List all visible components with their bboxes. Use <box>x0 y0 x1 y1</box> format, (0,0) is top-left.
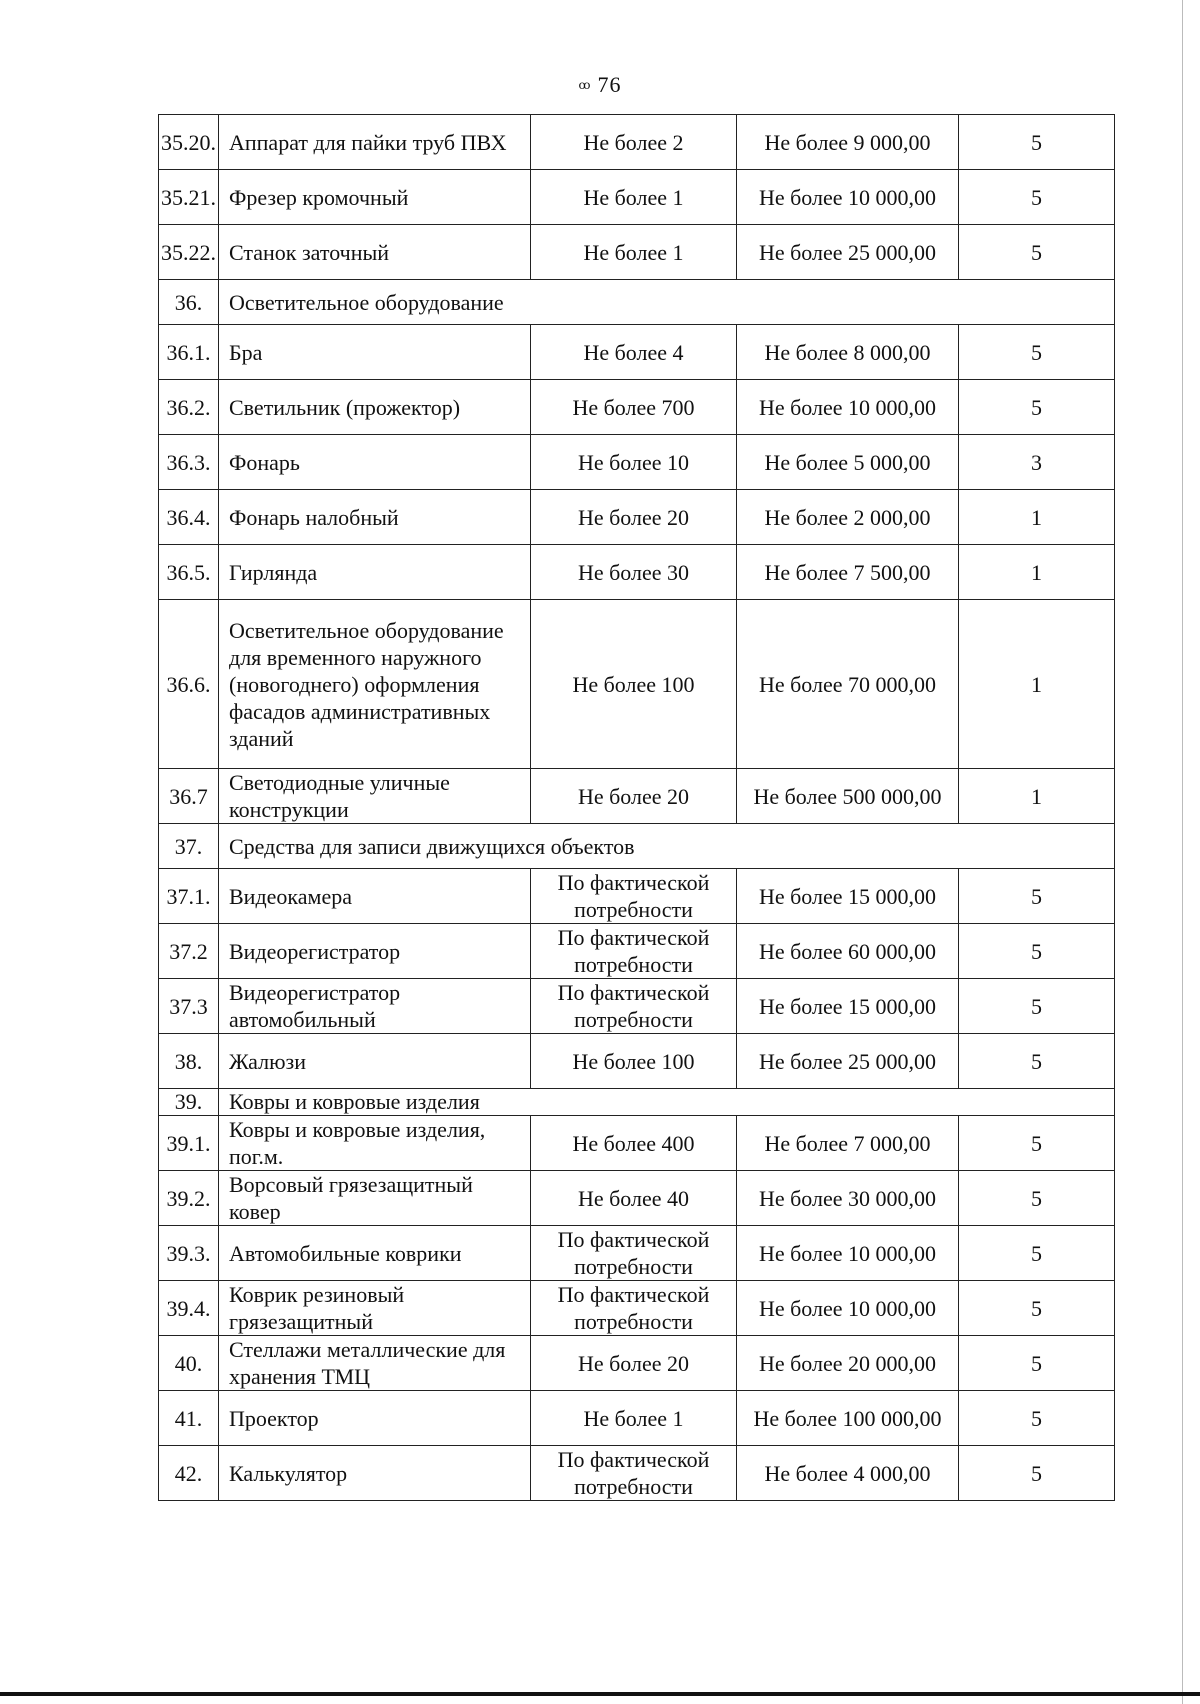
item-quantity: Не более 20 <box>531 1336 737 1391</box>
item-price: Не более 25 000,00 <box>737 1034 959 1089</box>
section-row <box>159 824 1115 869</box>
row-number: 36.6. <box>159 600 219 769</box>
table-row <box>159 869 1115 924</box>
item-name: Бра <box>219 325 531 380</box>
item-name: Видеорегистратор <box>219 924 531 979</box>
row-number: 36. <box>159 280 219 325</box>
item-name: Видеокамера <box>219 869 531 924</box>
section-title: Средства для записи движущихся объектов <box>219 824 1115 869</box>
item-quantity: Не более 30 <box>531 545 737 600</box>
item-quantity: Не более 10 <box>531 435 737 490</box>
item-price: Не более 7 500,00 <box>737 545 959 600</box>
table-row <box>159 545 1115 600</box>
row-number: 36.3. <box>159 435 219 490</box>
item-service-life: 5 <box>959 115 1115 170</box>
scan-bottom-line <box>0 1692 1200 1696</box>
item-name: Ковры и ковровые изделия, пог.м. <box>219 1116 531 1171</box>
item-quantity: По фактической потребности <box>531 979 737 1034</box>
item-price: Не более 15 000,00 <box>737 869 959 924</box>
norms-table-container <box>158 114 1114 1501</box>
table-row <box>159 1034 1115 1089</box>
row-number: 38. <box>159 1034 219 1089</box>
item-service-life: 1 <box>959 545 1115 600</box>
item-quantity: Не более 400 <box>531 1116 737 1171</box>
item-price: Не более 60 000,00 <box>737 924 959 979</box>
item-quantity: Не более 4 <box>531 325 737 380</box>
row-number: 39.3. <box>159 1226 219 1281</box>
row-number: 36.4. <box>159 490 219 545</box>
item-quantity: Не более 100 <box>531 1034 737 1089</box>
item-service-life: 5 <box>959 1116 1115 1171</box>
section-row <box>159 280 1115 325</box>
section-title: Осветительное оборудование <box>219 280 1115 325</box>
item-service-life: 5 <box>959 170 1115 225</box>
item-price: Не более 10 000,00 <box>737 380 959 435</box>
item-quantity: Не более 40 <box>531 1171 737 1226</box>
section-title: Ковры и ковровые изделия <box>219 1089 1115 1116</box>
row-number: 41. <box>159 1391 219 1446</box>
item-price: Не более 500 000,00 <box>737 769 959 824</box>
item-price: Не более 30 000,00 <box>737 1171 959 1226</box>
row-number: 36.7 <box>159 769 219 824</box>
row-number: 40. <box>159 1336 219 1391</box>
row-number: 35.22. <box>159 225 219 280</box>
row-number: 39. <box>159 1089 219 1116</box>
table-row <box>159 1336 1115 1391</box>
item-name: Стеллажи металлические для хранения ТМЦ <box>219 1336 531 1391</box>
item-service-life: 3 <box>959 435 1115 490</box>
scan-edge-line <box>1182 0 1183 1704</box>
item-service-life: 5 <box>959 1226 1115 1281</box>
row-number: 36.1. <box>159 325 219 380</box>
item-quantity: Не более 1 <box>531 225 737 280</box>
row-number: 36.5. <box>159 545 219 600</box>
item-name: Жалюзи <box>219 1034 531 1089</box>
row-number: 35.20. <box>159 115 219 170</box>
row-number: 37.2 <box>159 924 219 979</box>
item-price: Не более 5 000,00 <box>737 435 959 490</box>
row-number: 37.1. <box>159 869 219 924</box>
item-price: Не более 2 000,00 <box>737 490 959 545</box>
item-quantity: Не более 1 <box>531 170 737 225</box>
item-price: Не более 8 000,00 <box>737 325 959 380</box>
item-name: Осветительное оборудование для временного наружного (новогоднего) оформления фасадов административных зданий <box>219 600 531 769</box>
table-row <box>159 1226 1115 1281</box>
item-quantity: Не более 2 <box>531 115 737 170</box>
table-row <box>159 490 1115 545</box>
item-name: Видеорегистратор автомобильный <box>219 979 531 1034</box>
item-price: Не более 10 000,00 <box>737 1226 959 1281</box>
item-price: Не более 15 000,00 <box>737 979 959 1034</box>
item-service-life: 5 <box>959 1336 1115 1391</box>
table-row <box>159 1171 1115 1226</box>
table-row <box>159 1446 1115 1501</box>
item-price: Не более 25 000,00 <box>737 225 959 280</box>
item-quantity: Не более 20 <box>531 490 737 545</box>
norms-table <box>158 114 1115 1501</box>
table-row <box>159 769 1115 824</box>
item-price: Не более 70 000,00 <box>737 600 959 769</box>
table-row <box>159 1116 1115 1171</box>
row-number: 36.2. <box>159 380 219 435</box>
table-row <box>159 435 1115 490</box>
table-row <box>159 979 1115 1034</box>
item-service-life: 5 <box>959 1034 1115 1089</box>
row-number: 39.1. <box>159 1116 219 1171</box>
page-mark: ꝏ <box>578 78 592 92</box>
item-price: Не более 7 000,00 <box>737 1116 959 1171</box>
item-quantity: По фактической потребности <box>531 1446 737 1501</box>
item-name: Фрезер кромочный <box>219 170 531 225</box>
item-quantity: По фактической потребности <box>531 924 737 979</box>
page-number <box>0 72 1200 98</box>
item-service-life: 1 <box>959 490 1115 545</box>
row-number: 37. <box>159 824 219 869</box>
item-service-life: 5 <box>959 1391 1115 1446</box>
item-quantity: По фактической потребности <box>531 1226 737 1281</box>
item-price: Не более 9 000,00 <box>737 115 959 170</box>
item-quantity: Не более 20 <box>531 769 737 824</box>
item-quantity: Не более 1 <box>531 1391 737 1446</box>
item-service-life: 5 <box>959 869 1115 924</box>
table-row <box>159 170 1115 225</box>
item-quantity: Не более 700 <box>531 380 737 435</box>
item-name: Светодиодные уличные конструкции <box>219 769 531 824</box>
section-row <box>159 1089 1115 1116</box>
item-price: Не более 4 000,00 <box>737 1446 959 1501</box>
item-name: Ворсовый грязезащитный ковер <box>219 1171 531 1226</box>
item-service-life: 5 <box>959 380 1115 435</box>
item-name: Калькулятор <box>219 1446 531 1501</box>
item-service-life: 5 <box>959 1281 1115 1336</box>
row-number: 37.3 <box>159 979 219 1034</box>
item-service-life: 1 <box>959 769 1115 824</box>
table-row <box>159 1391 1115 1446</box>
row-number: 42. <box>159 1446 219 1501</box>
row-number: 39.4. <box>159 1281 219 1336</box>
item-service-life: 5 <box>959 325 1115 380</box>
row-number: 39.2. <box>159 1171 219 1226</box>
item-service-life: 5 <box>959 225 1115 280</box>
norms-table-body <box>159 115 1115 1501</box>
item-name: Автомобильные коврики <box>219 1226 531 1281</box>
item-service-life: 5 <box>959 1171 1115 1226</box>
item-name: Гирлянда <box>219 545 531 600</box>
row-number: 35.21. <box>159 170 219 225</box>
item-service-life: 1 <box>959 600 1115 769</box>
item-name: Фонарь <box>219 435 531 490</box>
item-name: Светильник (прожектор) <box>219 380 531 435</box>
item-quantity: По фактической потребности <box>531 869 737 924</box>
item-price: Не более 10 000,00 <box>737 170 959 225</box>
item-service-life: 5 <box>959 924 1115 979</box>
item-quantity: Не более 100 <box>531 600 737 769</box>
table-row <box>159 115 1115 170</box>
table-row <box>159 1281 1115 1336</box>
item-price: Не более 100 000,00 <box>737 1391 959 1446</box>
table-row <box>159 225 1115 280</box>
item-name: Проектор <box>219 1391 531 1446</box>
item-name: Коврик резиновый грязезащитный <box>219 1281 531 1336</box>
item-name: Фонарь налобный <box>219 490 531 545</box>
item-service-life: 5 <box>959 1446 1115 1501</box>
item-name: Станок заточный <box>219 225 531 280</box>
item-name: Аппарат для пайки труб ПВХ <box>219 115 531 170</box>
page-number-value: 76 <box>597 72 622 97</box>
table-row <box>159 325 1115 380</box>
item-price: Не более 10 000,00 <box>737 1281 959 1336</box>
item-service-life: 5 <box>959 979 1115 1034</box>
table-row <box>159 600 1115 769</box>
table-row <box>159 924 1115 979</box>
item-price: Не более 20 000,00 <box>737 1336 959 1391</box>
item-quantity: По фактической потребности <box>531 1281 737 1336</box>
table-row <box>159 380 1115 435</box>
